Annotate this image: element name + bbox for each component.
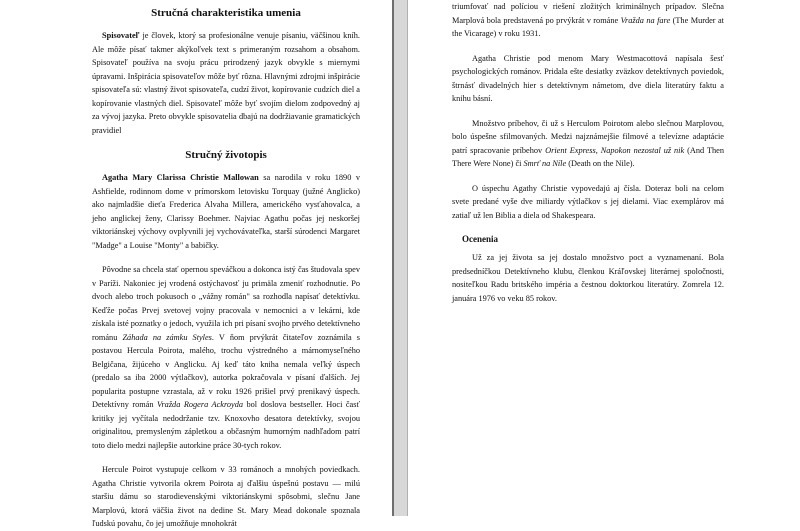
- heading-art-characteristics: Stručná charakteristika umenia: [151, 7, 301, 19]
- adaptations-text-2: (And Then There Were None) či: [452, 145, 724, 168]
- term-writer: Spisovateľ: [102, 31, 140, 40]
- bio-birth-text: sa narodila v roku 1890 v Ashfielde, rodinnom dome v prímorskom letovisku Torquay (južné Anglicko) ako najmladšie dieťa Frederica Alvaha Millera, amerického vysťahovalca, a jeho anglickej ženy, Clarissy Boehmer. Najviac Agathu počas jej neskoršej viktoriánskej výchovy ovplyvnili jej vychovávateľka, starší súrodenci Margaret "Madge" a Louise "Monty" a babičky.: [92, 173, 361, 250]
- paragraph-westmacott: Agatha Christie pod menom Mary Westmacottová napísala šesť psychologických románov. Pridala ešte desiatky zväzkov detektívnych poviedok, štrnásť divadelných hier s detektívnym námetom, dve diela literatúry faktu a knihu básní.: [452, 53, 724, 103]
- paragraph-writer-definition: [92, 29, 360, 137]
- film-title-orient-express: Orient Express: [545, 145, 596, 155]
- book-title-vicarage: Vražda na fare: [620, 15, 671, 25]
- book-title-ackroyd: Vražda Rogera Ackroyda: [157, 400, 244, 409]
- heading-awards: Ocenenia: [462, 234, 498, 244]
- bio-career-text-3: bol doslova bestseller. Hoci časť kritiky jej vyčítala nedodržanie tzv. Knoxovho desatora detektívky, svojou originalitou, premysleným zápletkou a občasným humorným nadhľadom patrí toto dielo medzi najlepšie autorkine práce 30-tych rokov.: [92, 400, 360, 450]
- paragraph-awards: Už za jej života sa jej dostalo množstvo poct a vyznamenaní. Bola predsedníčkou Detektívneho klubu, členkou Kráľovskej literárnej spoločnosti, nositeľkou Radu britského impéria a čestnou doktorkou literatúry. Zomrela 12. januára 1976 vo veku 85 rokov.: [452, 253, 724, 303]
- page-gutter-divider: [392, 0, 408, 516]
- paragraph-adaptations: [452, 117, 724, 171]
- marple-text-1: triumfovať nad políciou v riešení zložitých kriminálnych prípadov. Slečna Marplová bola predstavená po prvýkrát v románe: [452, 2, 724, 25]
- paragraph-bio-poirot: Hercule Poirot vystupuje celkom v 33 románoch a mnohých poviedkach. Agatha Christie vytvorila okrem Poirota aj ďalšiu úspešnú postavu — milú staršiu dámu so starodievenskými viktoriánskymi spôsobmi, slečnu Jane Marplovú, ktorá väčšia život na dedine St. Mary Mead dokonale spoznala ľudskú povahu, čo jej umožňuje mnohokrát: [92, 465, 360, 528]
- bio-career-text-1: Pôvodne sa chcela stať opernou speváčkou a dokonca istý čas študovala spev v Paríži. Nakoniec jej vrodená ostýchavosť ju primäla zmeniť rozhodnutie. Po dvoch alebo troch pokusoch o „vážny román" sa rozhodla napísať detektívku. Keďže počas Prvej svetovej vojny pracovala v nemocnici a v lekárni, kde získala isté poznatky o jedoch, využila ich pri písaní svojho prvého detektívneho románu: [92, 265, 360, 342]
- film-title-none: Napokon nezostal už nik: [600, 145, 685, 155]
- heading-biography: Stručný životopis: [185, 149, 267, 161]
- film-title-nile: Smrť na Níle: [523, 159, 567, 168]
- definition-text: je človek, ktorý sa profesionálne venuje písaniu, väčšinou kníh. Ale môže písať takmer akýkoľvek text s primeraným rozsahom a obsahom. Spisovateľ používa na svoju prácu prirodzený jazyk obvykle s miernymi úpravami. Inšpirácia spisovateľov môže byť rôzna. Hlavnými zdrojmi inšpirácie spisovateľa sú: vlastný život spisovateľa, cudzí život, kopírovanie cudzích diel a kopírovanie vlastných diel. Spisovateľ môže byť svojím dielom zodpovedný aj za vývoj jazyka. Preto obvykle spisovatelia dbajú na dodržiavanie gramatických pravidiel: [92, 31, 360, 135]
- paragraph-bio-career: [92, 263, 360, 452]
- paragraph-bio-birth: [92, 171, 360, 252]
- document-page-left: [0, 0, 392, 528]
- adaptations-separator: ,: [595, 145, 601, 155]
- adaptations-text-1: Množstvo príbehov, či už s Herculom Poirotom alebo slečnou Marplovou, bolo úspešne sfilmovaných. Medzi najznámejšie filmové a televízne adaptácie patrí spracovanie príbehov: [452, 118, 724, 155]
- adaptations-text-3: (Death on the Nile).: [566, 159, 635, 168]
- book-title-styles: Záhada na zámku Styles: [122, 332, 212, 342]
- document-page-right: [408, 0, 800, 516]
- paragraph-sales: O úspechu Agathy Christie vypovedajú aj čísla. Doteraz boli na celom svete predané vyše dve miliardy výtlačkov s jej dielami. Viac exemplárov má zatiaľ už len Biblia a diela od Shakespeara.: [452, 183, 724, 220]
- paragraph-marple: [452, 0, 724, 41]
- marple-text-2: (The Murder at the Vicarage) v roku 1931.: [452, 15, 724, 38]
- author-full-name: Agatha Mary Clarissa Christie Mallowan: [102, 173, 259, 182]
- bio-career-text-2: . V ňom prvýkrát čitateľov zoznámila s postavou Hercula Poirota, malého, trochu výstredného a márnomyseľného Belgičana, žijúceho v Anglicku. Aj keď táto kniha nemala veľký úspech (predalo sa iba 2000 výtlačkov), autorka pokračovala v písaní ďalších. Jej popularita postupne vzrastala, až v roku 1926 prišiel prvý prenikavý úspech. Detektívny román: [92, 332, 360, 409]
